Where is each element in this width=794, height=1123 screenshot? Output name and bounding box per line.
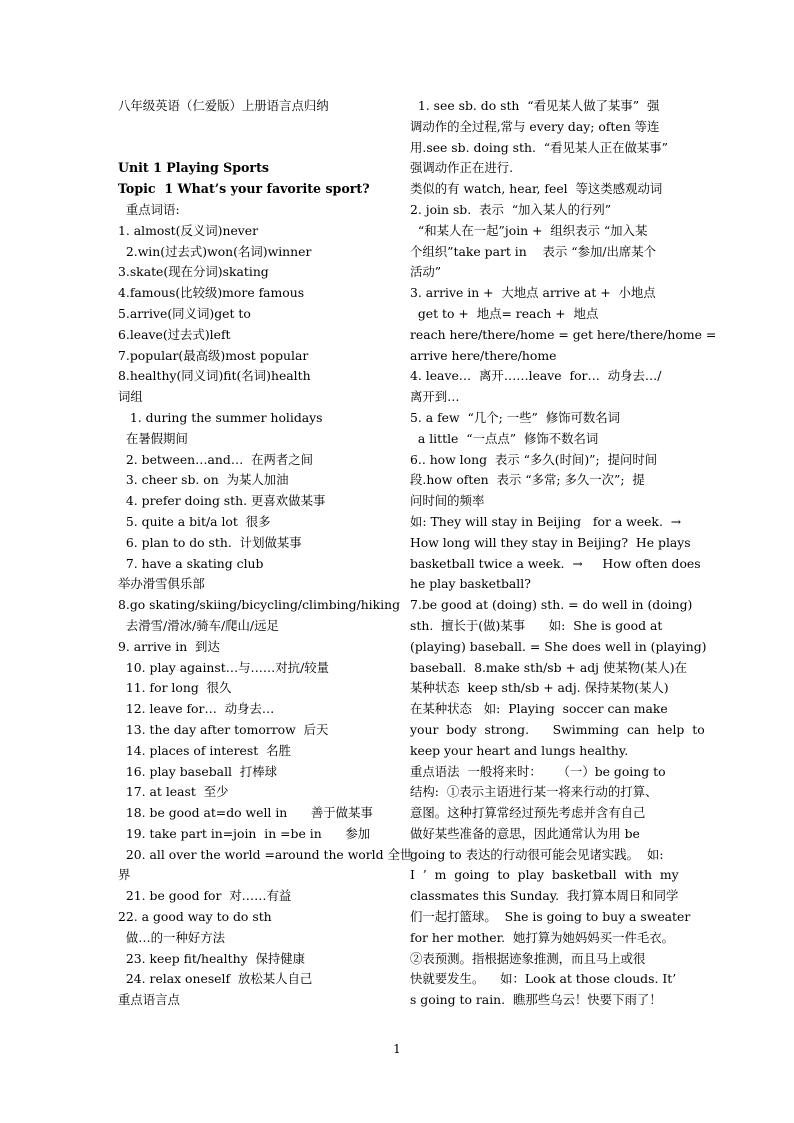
text-line: 4. leave… 离开……leave for… 动身去…/ (410, 368, 662, 384)
text-line: classmates this Sunday. 我打算本周日和同学 (410, 888, 679, 904)
text-line: 八年级英语（仁爱版）上册语言点归纳 (118, 98, 329, 113)
text-line: he play basketball? (410, 576, 531, 592)
text-line: 强调动作正在进行. (410, 160, 514, 176)
text-line: 界 (118, 867, 131, 883)
text-line: Unit 1 Playing Sports (118, 160, 269, 176)
text-line: 6.leave(过去式)left (118, 326, 231, 342)
text-line: (playing) baseball. = She does well in (playing) (410, 638, 707, 654)
text-line: 14. places of interest 名胜 (118, 742, 291, 758)
text-line: 7.popular(最高级)most popular (118, 347, 309, 363)
text-line: 17. at least 至少 (118, 784, 229, 800)
text-line: 8.healthy(同义词)fit(名词)health (118, 368, 311, 384)
text-line: 某种状态 keep sth/sb + adj. 保持某物(某人) (410, 680, 669, 696)
text-line: 如: They will stay in Beijing for a week. → (410, 513, 682, 529)
text-line: reach here/there/home = get here/there/home = (410, 326, 717, 342)
text-line: 1. almost(反义词)never (118, 222, 259, 238)
text-line: How long will they stay in Beijing? He plays (410, 534, 691, 550)
right-column (410, 96, 717, 1011)
text-line: a little “一点点” 修饰不数名词 (410, 430, 599, 446)
text-line: 做…的一种好方法 (118, 929, 226, 945)
text-line: 6. plan to do sth. 计划做某事 (118, 534, 302, 550)
text-line: 重点词语: (118, 201, 180, 217)
text-line: 7. have a skating club (118, 555, 264, 571)
text-line: 1. see sb. do sth “看见某人做了某事” 强 (410, 98, 660, 113)
text-line: 9. arrive in 到达 (118, 638, 220, 654)
text-line: for her mother. 她打算为她妈妈买一件毛衣。 (410, 929, 675, 945)
text-line: 8.go skating/skiing/bicycling/climbing/hiking (118, 597, 401, 613)
text-line: 21. be good for 对……有益 (118, 888, 292, 904)
text-line: 在暑假期间 (118, 430, 188, 446)
text-line: 2.win(过去式)won(名词)winner (118, 243, 312, 259)
text-line: ②表预测。指根据迹象推测，而且马上或很 (410, 950, 646, 966)
text-line: 3.skate(现在分词)skating (118, 264, 269, 280)
text-line: 6.. how long 表示 “多久(时间)”; 提问时间 (410, 451, 658, 467)
text-line: 24. relax oneself 放松某人自己 (118, 971, 313, 987)
text-line: arrive here/there/home (410, 347, 557, 363)
text-line: 用.see sb. doing sth. “看见某人正在做某事” (410, 139, 668, 155)
text-line: 离开到… (410, 389, 460, 405)
text-line: 去滑雪/滑冰/骑车/爬山/远足 (118, 617, 279, 633)
text-line: “和某人在一起”join + 组织表示 “加入某 (410, 222, 648, 238)
text-line: 段.how often 表示 “多常; 多久一次”; 提 (410, 472, 645, 488)
text-line: 23. keep fit/healthy 保持健康 (118, 950, 306, 966)
text-line: 20. all over the world =around the world 全世 (118, 846, 413, 862)
text-line: 2. between…and… 在两者之间 (118, 451, 314, 467)
text-line: 调动作的全过程,常与 every day; often 等连 (410, 118, 660, 134)
text-line: 22. a good way to do sth (118, 909, 272, 925)
text-line: 10. play against…与……对抗/较量 (118, 659, 330, 675)
text-line: 5. a few “几个; 一些” 修饰可数名词 (410, 409, 621, 425)
text-line: 们一起打篮球。 She is going to buy a sweater (410, 909, 691, 925)
text-line: 举办滑雪俱乐部 (118, 576, 205, 592)
text-line: 快就要发生。 如：Look at those clouds. It’ (410, 971, 677, 987)
text-line: sth. 擅长于(做)某事 如: She is good at (410, 617, 663, 633)
text-line: baseball. 8.make sth/sb + adj 使某物(某人)在 (410, 659, 687, 675)
text-line: 3. arrive in + 大地点 arrive at + 小地点 (410, 285, 656, 301)
text-line: 3. cheer sb. on 为某人加油 (118, 472, 289, 488)
text-line: 重点语言点 (118, 992, 180, 1008)
text-line: Topic 1 What’s your favorite sport? (118, 181, 370, 197)
text-line: basketball twice a week. → How often does (410, 555, 701, 571)
text-line: 2. join sb. 表示 “加入某人的行列” (410, 201, 612, 217)
text-line: keep your heart and lungs healthy. (410, 742, 629, 758)
text-line: 5.arrive(同义词)get to (118, 305, 251, 321)
text-line: 活动” (410, 264, 442, 280)
text-line: 11. for long 很久 (118, 680, 232, 696)
text-line: 5. quite a bit/a lot 很多 (118, 513, 271, 529)
text-line: 1. during the summer holidays (118, 409, 323, 425)
text-line: I ’ m going to play basketball with my (410, 867, 679, 883)
text-line: 类似的有 watch, hear, feel 等这类感观动词 (410, 181, 663, 197)
text-line: 问时间的频率 (410, 493, 485, 509)
blank-line (118, 117, 388, 138)
text-line: get to + 地点= reach + 地点 (410, 305, 599, 321)
text-line: 13. the day after tomorrow 后天 (118, 721, 329, 737)
text-line: your body strong. Swimming can help to (410, 721, 705, 737)
text-line: 意图。这种打算常经过预先考虑并含有自己 (410, 805, 646, 821)
text-line: 18. be good at=do well in 善于做某事 (118, 805, 373, 821)
blank-line (118, 138, 388, 159)
text-line: 7.be good at (doing) sth. = do well in (doing) (410, 597, 693, 613)
text-line: 4.famous(比较级)more famous (118, 285, 305, 301)
text-line: 12. leave for… 动身去… (118, 701, 275, 717)
text-line: 词组 (118, 389, 143, 405)
text-line: 4. prefer doing sth. 更喜欢做某事 (118, 493, 326, 509)
text-line: 结构: ①表示主语进行某一将来行动的打算、 (410, 784, 658, 800)
text-line: 16. play baseball 打棒球 (118, 763, 278, 779)
text-line: 做好某些准备的意思，因此通常认为用 be (410, 825, 640, 841)
page-number: 1 (393, 1042, 401, 1056)
left-column (118, 96, 413, 1011)
text-line: 重点语法 一般将来时： （一）be going to (410, 763, 666, 779)
text-line: 在某种状态 如: Playing soccer can make (410, 701, 668, 717)
text-line: going to 表达的行动很可能会见诸实践。 如: (410, 846, 664, 862)
text-line: s going to rain. 瞧那些乌云！快要下雨了！ (410, 992, 662, 1008)
text-line: 19. take part in=join in =be in 参加 (118, 825, 371, 841)
text-line: 个组织”take part in 表示 “参加/出席某个 (410, 243, 657, 259)
